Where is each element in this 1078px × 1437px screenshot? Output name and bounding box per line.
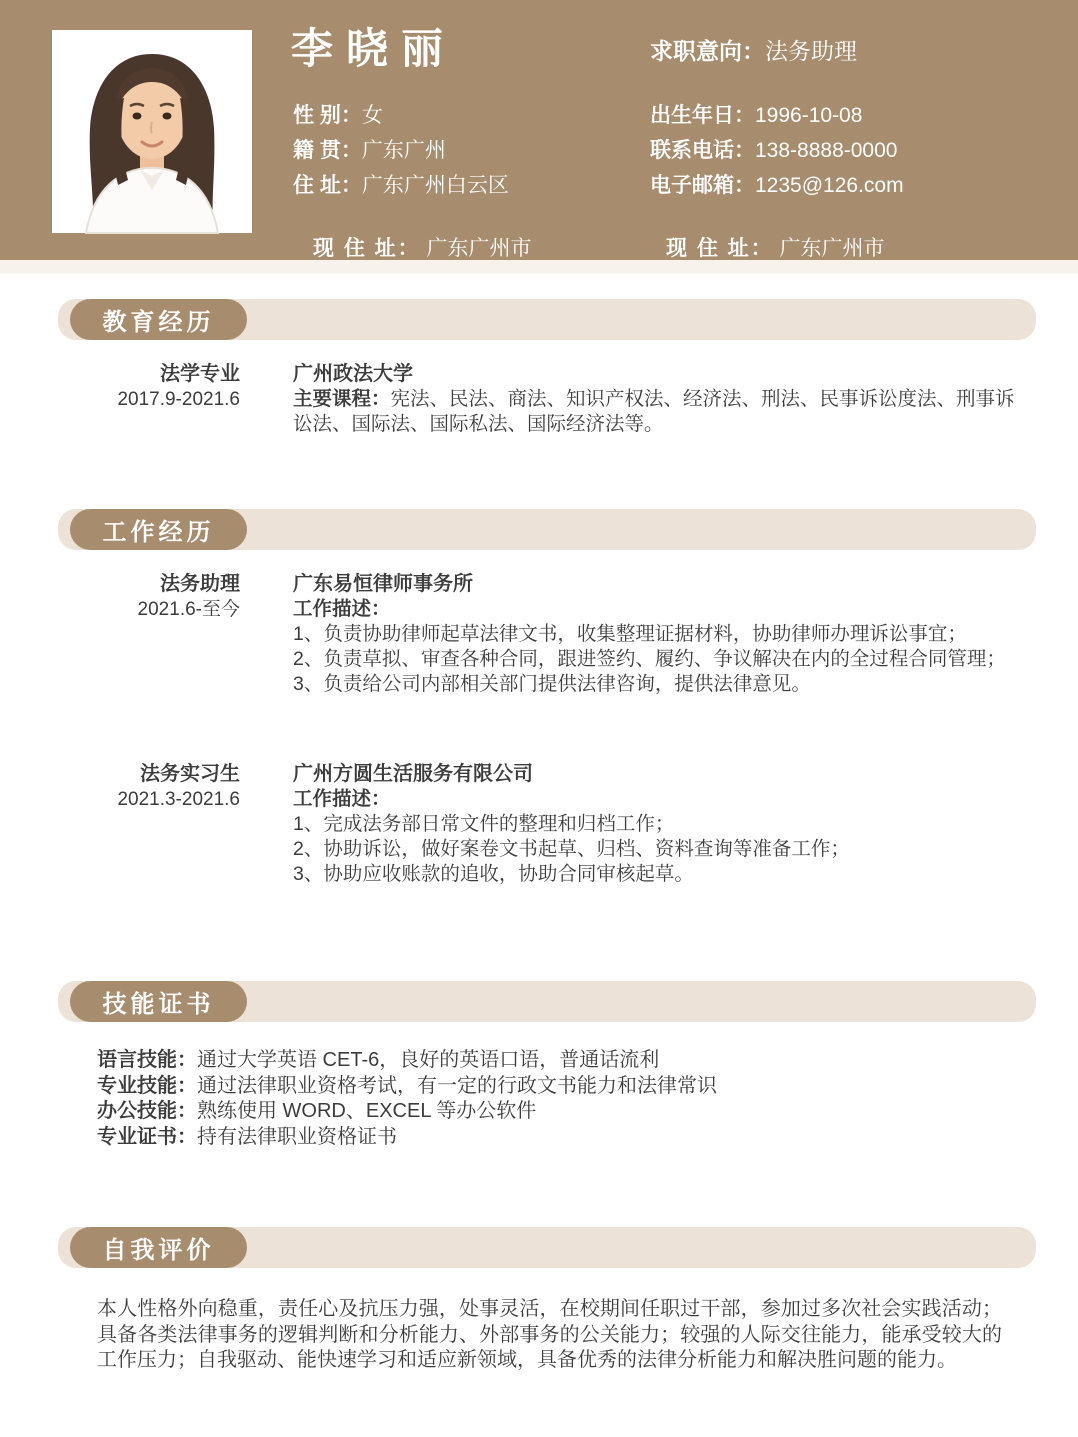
skill-certificate: 专业证书：持有法律职业资格证书 [97,1125,397,1148]
section-bar-education [58,299,1036,340]
section-title-self-eval: 自我评价 [102,1237,215,1264]
section-pill-self-eval [70,1227,247,1268]
work2-duty-3: 3、协助应收账款的追收，协助合同审核起草。 [293,863,694,885]
clipped-current-address-left: 现 住 址： 广东广州市 [313,237,532,260]
skill-office: 办公技能：熟练使用 WORD、EXCEL 等办公软件 [97,1100,537,1122]
section-pill-skills [70,981,247,1022]
skills-list [97,1048,717,1150]
job-intention-label: 求职意向： [650,38,765,64]
work1-duty-2: 2、负责草拟、审查各种合同，跟进签约、履约、争议解决在内的全过程合同管理； [293,648,1006,670]
info-address: 住 址：广东广州白云区 [293,174,509,197]
work2-position: 法务实习生 [140,763,240,785]
work1-company: 广东易恒律师事务所 [293,573,473,595]
section-pill-education [70,299,247,340]
info-birthdate: 出生年日：1996-10-08 [650,104,863,127]
skill-language: 语言技能：通过大学英语 CET-6，良好的英语口语，普通话流利 [97,1049,660,1071]
self-evaluation-text: 本人性格外向稳重，责任心及抗压力强，处事灵活，在校期间任职过干部，参加过多次社会实践活动；具备各类法律事务的逻辑判断和分析能力、外部事务的公关能力；较强的人际交往能力，能承受较大的工作压力；自我驱动、能快速学习和适应新领域，具备优秀的法律分析能力和解决胜问题的能力。 [97,1298,1002,1371]
skill-professional: 专业技能：通过法律职业资格考试，有一定的行政文书能力和法律常识 [97,1074,717,1097]
work1-duty-1: 1、负责协助律师起草法律文书，收集整理证据材料，协助律师办理诉讼事宜； [293,623,967,645]
education-school: 广州政法大学 [293,363,413,385]
education-courses: 主要课程：宪法、民法、商法、知识产权法、经济法、刑法、民事诉讼度法、刑事诉讼法、国际法、国际私法、国际经济法等。 [293,388,1015,435]
work2-period: 2021.3-2021.6 [117,789,240,810]
job-intention [650,33,857,66]
section-bar-skills [58,981,1036,1022]
info-email: 电子邮箱：1235@126.com [650,174,904,197]
job-intention-value: 法务助理 [765,38,857,64]
profile-photo-illustration [52,30,252,233]
work2-desc-label: 工作描述： [293,788,391,810]
header-bottom-band [0,260,1078,273]
work2-detail [293,762,1021,887]
education-major: 法学专业 [160,363,240,385]
work1-meta [58,572,240,622]
education-period: 2017.9-2021.6 [117,389,240,410]
section-pill-work [70,509,247,550]
candidate-name: 李晓丽 [291,25,457,72]
education-meta [58,362,240,412]
section-title-work: 工作经历 [102,519,215,546]
work2-duty-1: 1、完成法务部日常文件的整理和归档工作； [293,813,675,835]
profile-photo [52,30,252,233]
info-phone: 联系电话：138-8888-0000 [650,139,898,162]
resume-header [0,0,1078,260]
info-gender: 性 别：女 [293,104,383,127]
work1-duty-3: 3、负责给公司内部相关部门提供法律咨询，提供法律意见。 [293,673,811,695]
work1-period: 2021.6-至今 [137,599,240,620]
work2-duty-2: 2、协助诉讼，做好案卷文书起草、归档、资料查询等准备工作； [293,838,850,860]
section-bar-work [58,509,1036,550]
info-native-place: 籍 贯：广东广州 [293,139,446,162]
work1-detail [293,572,1021,697]
section-title-education: 教育经历 [102,309,215,336]
education-detail [293,362,1021,437]
section-title-skills: 技能证书 [102,991,215,1018]
section-bar-self-eval [58,1227,1036,1268]
work1-position: 法务助理 [160,573,240,595]
work1-desc-label: 工作描述： [293,598,391,620]
work2-meta [58,762,240,812]
work2-company: 广州方圆生活服务有限公司 [293,763,533,785]
clipped-current-address-right: 现 住 址： 广东广州市 [666,237,885,260]
